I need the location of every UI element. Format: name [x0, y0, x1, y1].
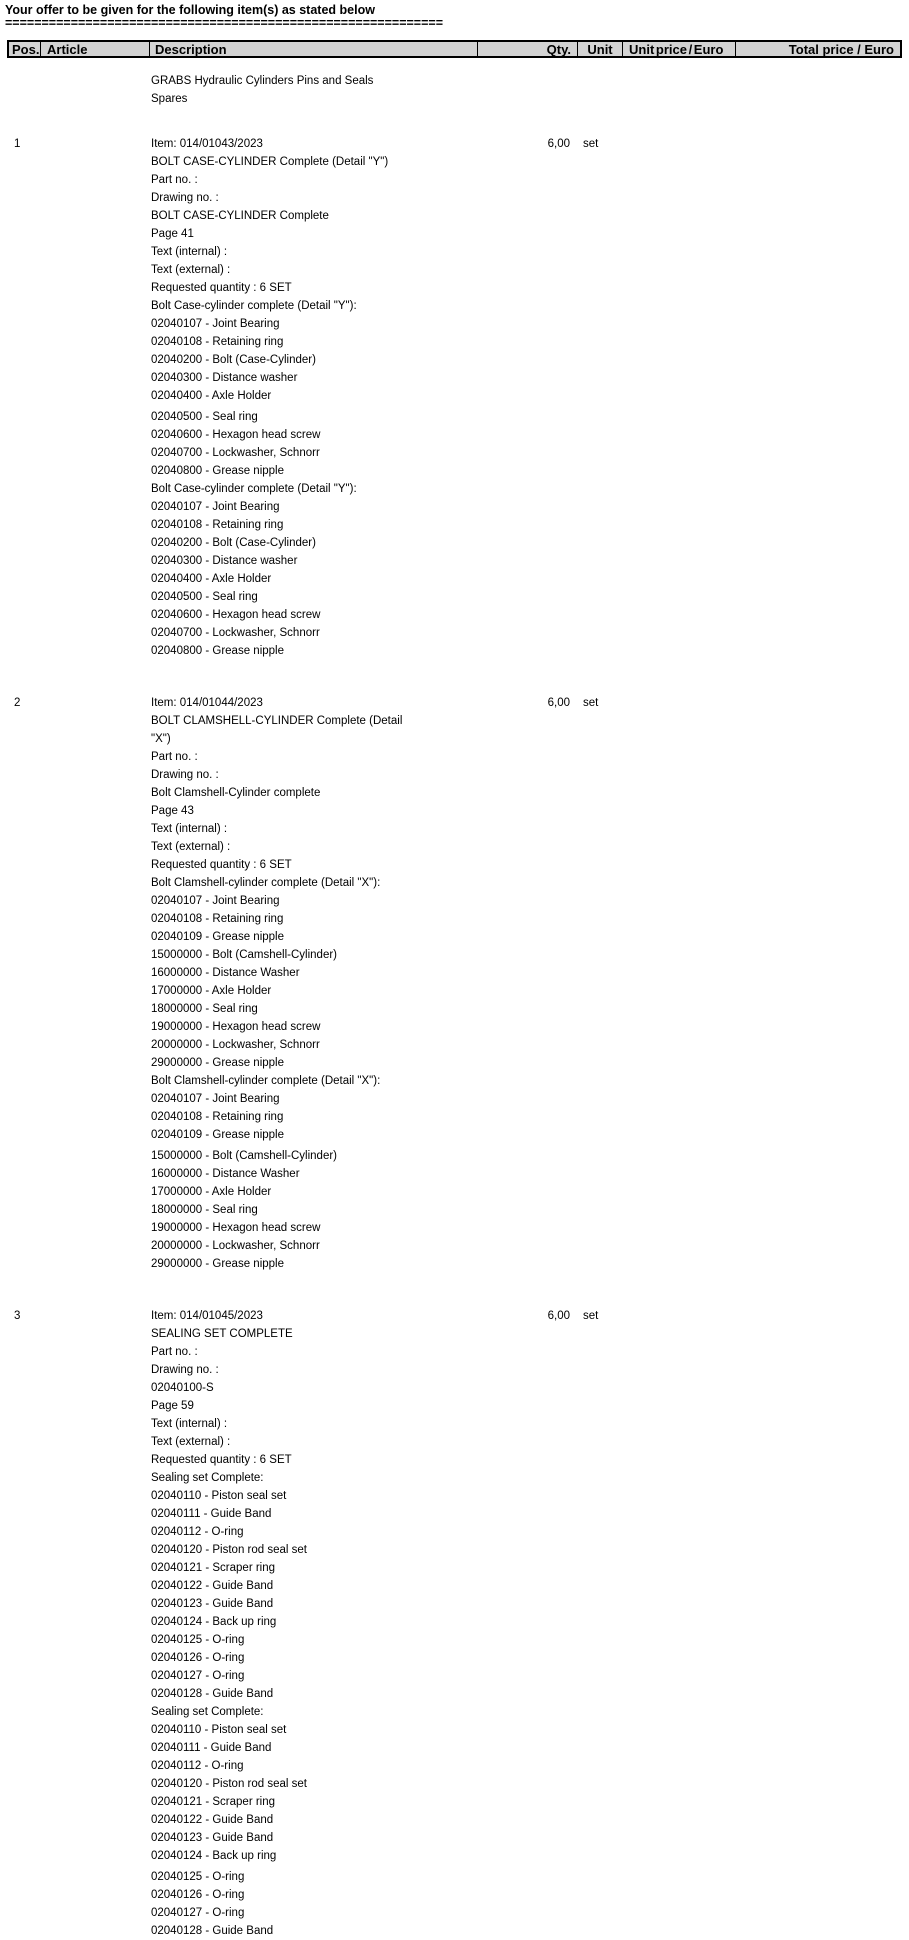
description-line: 02040600 - Hexagon head screw [151, 429, 321, 441]
description-line: 02040200 - Bolt (Case-Cylinder) [151, 354, 316, 366]
description-line: 19000000 - Hexagon head screw [151, 1021, 321, 1033]
description-line: 02040124 - Back up ring [151, 1616, 277, 1628]
description-line: Text (external) : [151, 1436, 231, 1448]
description-line: Part no. : [151, 751, 198, 763]
item-pos: 2 [14, 697, 21, 709]
description-line: 19000000 - Hexagon head screw [151, 1222, 321, 1234]
header-cell-pos: Pos. [12, 41, 40, 57]
description-line: 02040800 - Grease nipple [151, 465, 284, 477]
description-line: Bolt Case-cylinder complete (Detail "Y"): [151, 300, 357, 312]
description-line: 29000000 - Grease nipple [151, 1057, 284, 1069]
description-line: BOLT CASE-CYLINDER Complete (Detail "Y") [151, 156, 389, 168]
description-line: Drawing no. : [151, 192, 219, 204]
item-unit: set [583, 138, 599, 150]
description-line: 29000000 - Grease nipple [151, 1258, 284, 1270]
description-line: Part no. : [151, 174, 198, 186]
description-line: Page 59 [151, 1400, 194, 1412]
header-cell-unit-price: Unit price / Euro [622, 42, 735, 56]
description-line: Item: 014/01043/2023 [151, 138, 263, 150]
description-line: Sealing set Complete: [151, 1706, 264, 1718]
description-line: Bolt Case-cylinder complete (Detail "Y"): [151, 483, 357, 495]
description-line: 02040200 - Bolt (Case-Cylinder) [151, 537, 316, 549]
description-line: 02040112 - O-ring [151, 1760, 244, 1772]
description-line: 02040120 - Piston rod seal set [151, 1544, 307, 1556]
description-line: 02040109 - Grease nipple [151, 1129, 284, 1141]
item-qty: 6,00 [547, 697, 570, 709]
description-line: 02040125 - O-ring [151, 1634, 245, 1646]
description-line: SEALING SET COMPLETE [151, 1328, 293, 1340]
description-line: 02040800 - Grease nipple [151, 645, 284, 657]
description-line: 02040121 - Scraper ring [151, 1796, 276, 1808]
item-qty: 6,00 [547, 138, 570, 150]
description-line: 02040700 - Lockwasher, Schnorr [151, 627, 320, 639]
header-cell-total-price: Total price / Euro [735, 42, 900, 56]
description-line: 18000000 - Seal ring [151, 1204, 258, 1216]
description-line: 17000000 - Axle Holder [151, 985, 272, 997]
description-line: BOLT CLAMSHELL-CYLINDER Complete (Detail [151, 715, 403, 727]
description-line: 02040108 - Retaining ring [151, 1111, 284, 1123]
header-cell-unit: Unit [577, 42, 622, 56]
description-line: 02040110 - Piston seal set [151, 1724, 287, 1736]
item-description-lines [151, 1307, 909, 1940]
item-row [0, 1307, 909, 1940]
description-line: Item: 014/01045/2023 [151, 1310, 263, 1322]
description-line: 02040120 - Piston rod seal set [151, 1778, 307, 1790]
description-line: Text (internal) : [151, 823, 228, 835]
description-line: 15000000 - Bolt (Camshell-Cylinder) [151, 949, 337, 961]
description-line: Bolt Clamshell-cylinder complete (Detail "X"): [151, 1075, 381, 1087]
description-line: 02040126 - O-ring [151, 1889, 245, 1901]
description-line: 02040112 - O-ring [151, 1526, 244, 1538]
group-header-line: GRABS Hydraulic Cylinders Pins and Seals [151, 75, 374, 87]
description-line: 02040108 - Retaining ring [151, 519, 284, 531]
description-line: 17000000 - Axle Holder [151, 1186, 272, 1198]
document-title: Your offer to be given for the following item(s) as stated below [5, 3, 375, 17]
description-line: Item: 014/01044/2023 [151, 697, 263, 709]
description-line: 15000000 - Bolt (Camshell-Cylinder) [151, 1150, 337, 1162]
description-line: 02040400 - Axle Holder [151, 573, 272, 585]
item-row [0, 694, 909, 1273]
items-table-header [7, 40, 902, 58]
description-line: 02040125 - O-ring [151, 1871, 245, 1883]
description-line: 20000000 - Lockwasher, Schnorr [151, 1039, 320, 1051]
description-line: 02040600 - Hexagon head screw [151, 609, 321, 621]
description-line: 02040107 - Joint Bearing [151, 1093, 280, 1105]
item-unit: set [583, 1310, 599, 1322]
description-line: 02040126 - O-ring [151, 1652, 245, 1664]
description-line: 02040108 - Retaining ring [151, 336, 284, 348]
item-unit: set [583, 697, 599, 709]
description-line: 02040400 - Axle Holder [151, 390, 272, 402]
description-line: Drawing no. : [151, 1364, 219, 1376]
description-line: 02040107 - Joint Bearing [151, 318, 280, 330]
description-line: 02040123 - Guide Band [151, 1832, 274, 1844]
description-line: 02040110 - Piston seal set [151, 1490, 287, 1502]
description-line: Text (external) : [151, 264, 231, 276]
description-line: 18000000 - Seal ring [151, 1003, 258, 1015]
item-pos: 3 [14, 1310, 21, 1322]
header-cell-description: Description [149, 42, 477, 56]
description-line: Text (external) : [151, 841, 231, 853]
description-line: Page 41 [151, 228, 194, 240]
description-line: 02040300 - Distance washer [151, 555, 298, 567]
description-line: 02040100-S [151, 1382, 214, 1394]
description-line: 02040122 - Guide Band [151, 1580, 274, 1592]
item-pos: 1 [14, 138, 21, 150]
description-line: Requested quantity : 6 SET [151, 859, 292, 871]
description-line: 02040111 - Guide Band [151, 1742, 272, 1754]
description-line: Part no. : [151, 1346, 198, 1358]
description-line: BOLT CASE-CYLINDER Complete [151, 210, 329, 222]
description-line: 02040300 - Distance washer [151, 372, 298, 384]
description-line: Requested quantity : 6 SET [151, 1454, 292, 1466]
description-line: 02040123 - Guide Band [151, 1598, 274, 1610]
description-line: Bolt Clamshell-cylinder complete (Detail "X"): [151, 877, 381, 889]
description-line: 16000000 - Distance Washer [151, 967, 300, 979]
description-line: 02040107 - Joint Bearing [151, 895, 280, 907]
description-line: Requested quantity : 6 SET [151, 282, 292, 294]
items-section [0, 135, 909, 1940]
description-line: Drawing no. : [151, 769, 219, 781]
description-line: Page 43 [151, 805, 194, 817]
separator-line: ============================================================ [5, 16, 443, 30]
item-row [0, 135, 909, 660]
header-cell-qty: Qty. [477, 42, 577, 56]
header-cell-article: Article [40, 42, 149, 56]
description-line: Text (internal) : [151, 246, 228, 258]
group-header [151, 72, 373, 108]
description-line: 02040122 - Guide Band [151, 1814, 274, 1826]
description-line: Sealing set Complete: [151, 1472, 264, 1484]
item-description-lines [151, 135, 909, 660]
group-header-line: Spares [151, 93, 188, 105]
item-qty: 6,00 [547, 1310, 570, 1322]
description-line: Bolt Clamshell-Cylinder complete [151, 787, 321, 799]
description-line: 02040700 - Lockwasher, Schnorr [151, 447, 320, 459]
description-line: 02040128 - Guide Band [151, 1925, 274, 1937]
description-line: 02040108 - Retaining ring [151, 913, 284, 925]
description-line: 02040500 - Seal ring [151, 411, 258, 423]
description-line: 02040107 - Joint Bearing [151, 501, 280, 513]
item-description-lines [151, 694, 909, 1273]
description-line: "X") [151, 733, 171, 745]
description-line: 02040109 - Grease nipple [151, 931, 284, 943]
description-line: 16000000 - Distance Washer [151, 1168, 300, 1180]
description-line: 02040121 - Scraper ring [151, 1562, 276, 1574]
description-line: 02040127 - O-ring [151, 1670, 245, 1682]
description-line: 02040128 - Guide Band [151, 1688, 274, 1700]
description-line: 02040500 - Seal ring [151, 591, 258, 603]
description-line: 02040127 - O-ring [151, 1907, 245, 1919]
description-line: 02040124 - Back up ring [151, 1850, 277, 1862]
description-line: 20000000 - Lockwasher, Schnorr [151, 1240, 320, 1252]
description-line: Text (internal) : [151, 1418, 228, 1430]
description-line: 02040111 - Guide Band [151, 1508, 272, 1520]
